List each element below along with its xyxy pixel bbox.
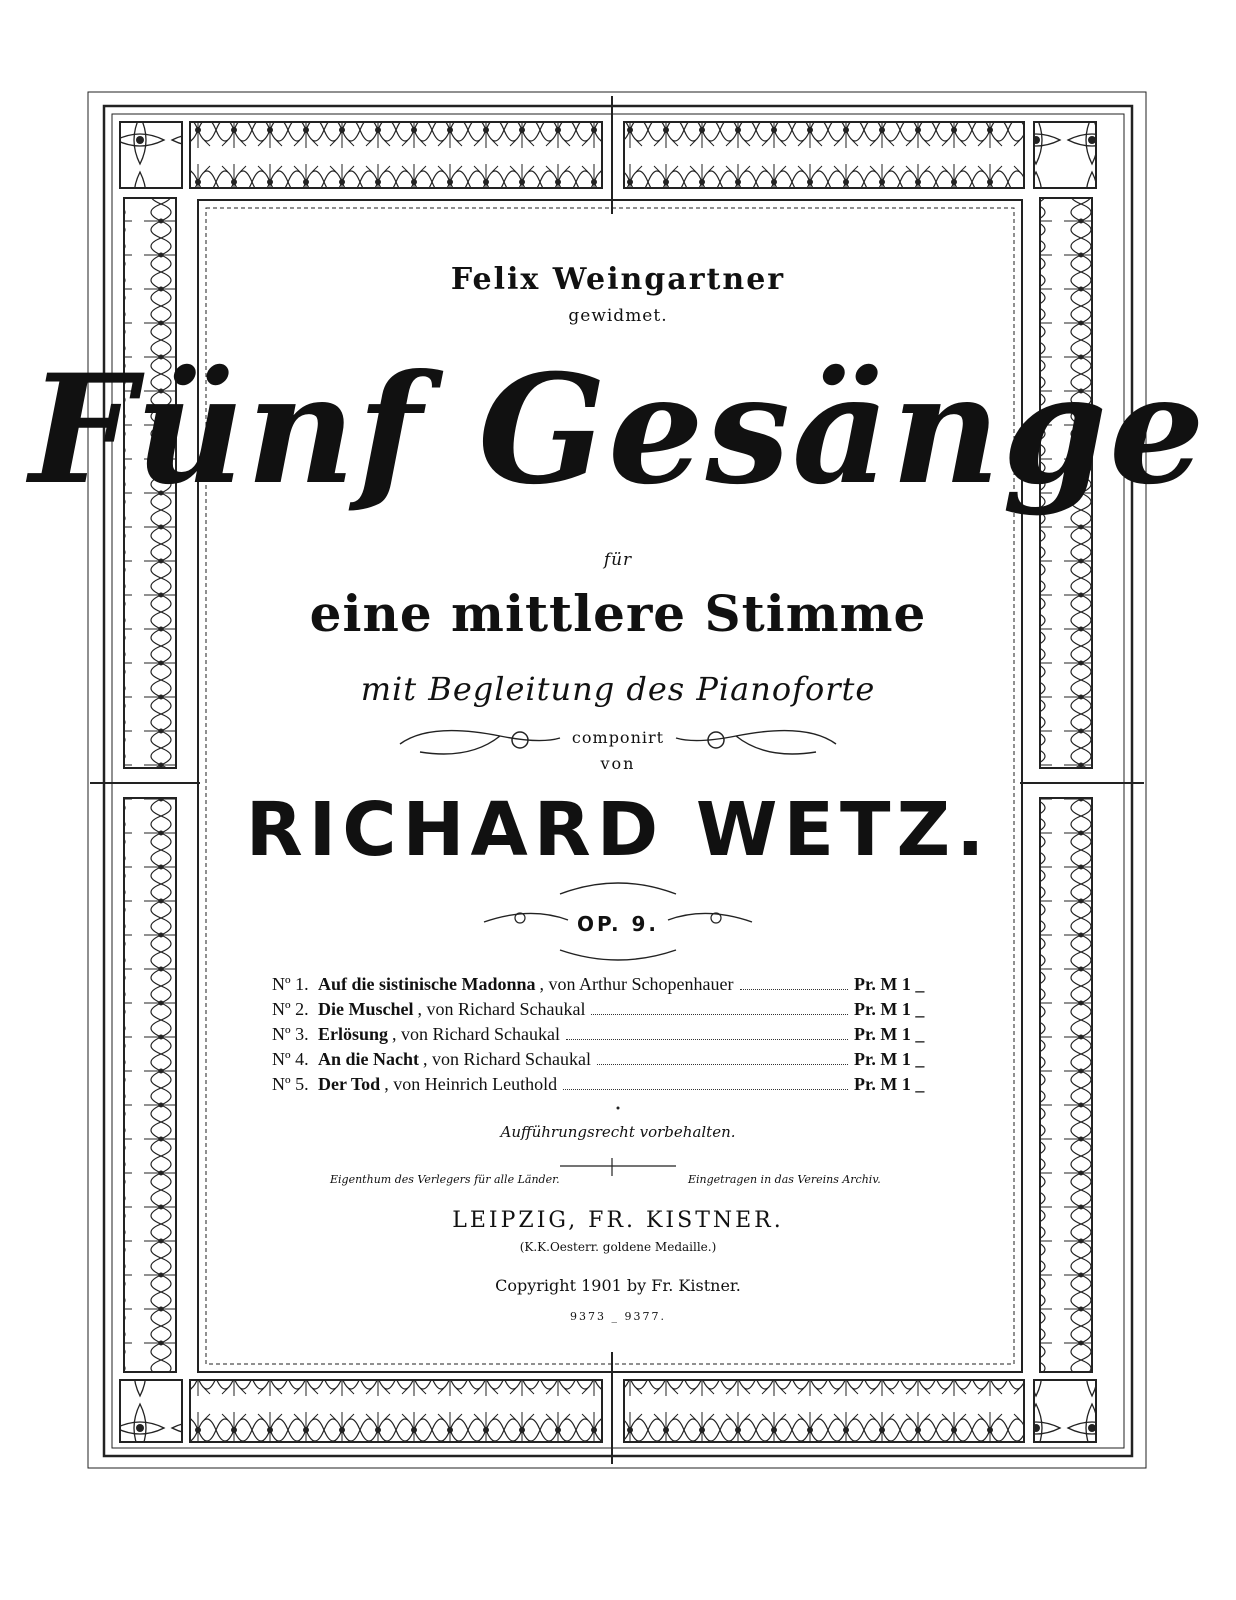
dedicatee-name: Felix Weingartner — [450, 262, 786, 297]
song-author: , von Richard Schaukal — [423, 1049, 591, 1069]
song-number: Nº 4. — [272, 1049, 309, 1069]
song-item-5 — [272, 1072, 952, 1097]
song-number: Nº 5. — [272, 1074, 309, 1094]
main-title: Fünf Gesänge — [29, 342, 1207, 518]
song-item-2 — [272, 997, 952, 1022]
leader-dots — [597, 1064, 848, 1065]
song-author: , von Richard Schaukal — [417, 999, 586, 1019]
leader-dots — [563, 1089, 848, 1090]
opus-number: OP. 9. — [576, 912, 660, 936]
plate-numbers: 9373 _ 9377. — [570, 1310, 666, 1323]
composer-name: RICHARD WETZ. — [245, 787, 991, 873]
song-title: Auf die sistinische Madonna — [318, 974, 536, 994]
song-author: , von Heinrich Leuthold — [384, 1074, 558, 1094]
copyright-line: Copyright 1901 by Fr. Kistner. — [495, 1276, 741, 1295]
leader-dots — [591, 1014, 848, 1015]
title-for: für — [603, 550, 633, 570]
song-title: Erlösung — [318, 1024, 389, 1044]
song-list — [272, 972, 952, 1097]
registration-note: Eingetragen in das Vereins Archiv. — [688, 1173, 881, 1186]
song-price: Pr. M 1 _ — [854, 1049, 925, 1069]
song-title: An die Nacht — [318, 1049, 420, 1069]
song-price: Pr. M 1 _ — [854, 974, 925, 994]
song-number: Nº 3. — [272, 1024, 309, 1044]
leader-dots — [740, 989, 848, 990]
song-item-1 — [272, 972, 952, 997]
accompaniment-line: mit Begleitung des Pianoforte — [360, 670, 876, 708]
song-author: , von Richard Schaukal — [392, 1024, 560, 1044]
song-price: Pr. M 1 _ — [854, 999, 925, 1019]
leader-dots — [566, 1039, 848, 1040]
dedication-label: gewidmet. — [568, 306, 668, 326]
property-note: Eigenthum des Verlegers für alle Länder. — [330, 1173, 560, 1186]
song-item-3 — [272, 1022, 952, 1047]
voice-type: eine mittlere Stimme — [309, 584, 927, 643]
song-price: Pr. M 1 _ — [854, 1024, 925, 1044]
publisher-imprint: LEIPZIG, FR. KISTNER. — [452, 1208, 784, 1233]
by-label: von — [600, 754, 636, 773]
song-number: Nº 1. — [272, 974, 309, 994]
performance-rights-note: Aufführungsrecht vorbehalten. — [500, 1123, 736, 1141]
song-number: Nº 2. — [272, 999, 309, 1019]
song-author: , von Arthur Schopenhauer — [539, 974, 734, 994]
song-item-4 — [272, 1047, 952, 1072]
composed-label: componirt — [571, 728, 665, 747]
medal-note: (K.K.Oesterr. goldene Medaille.) — [519, 1240, 717, 1254]
song-price: Pr. M 1 _ — [854, 1074, 925, 1094]
song-title: Die Muschel — [318, 999, 414, 1019]
song-title: Der Tod — [318, 1074, 381, 1094]
